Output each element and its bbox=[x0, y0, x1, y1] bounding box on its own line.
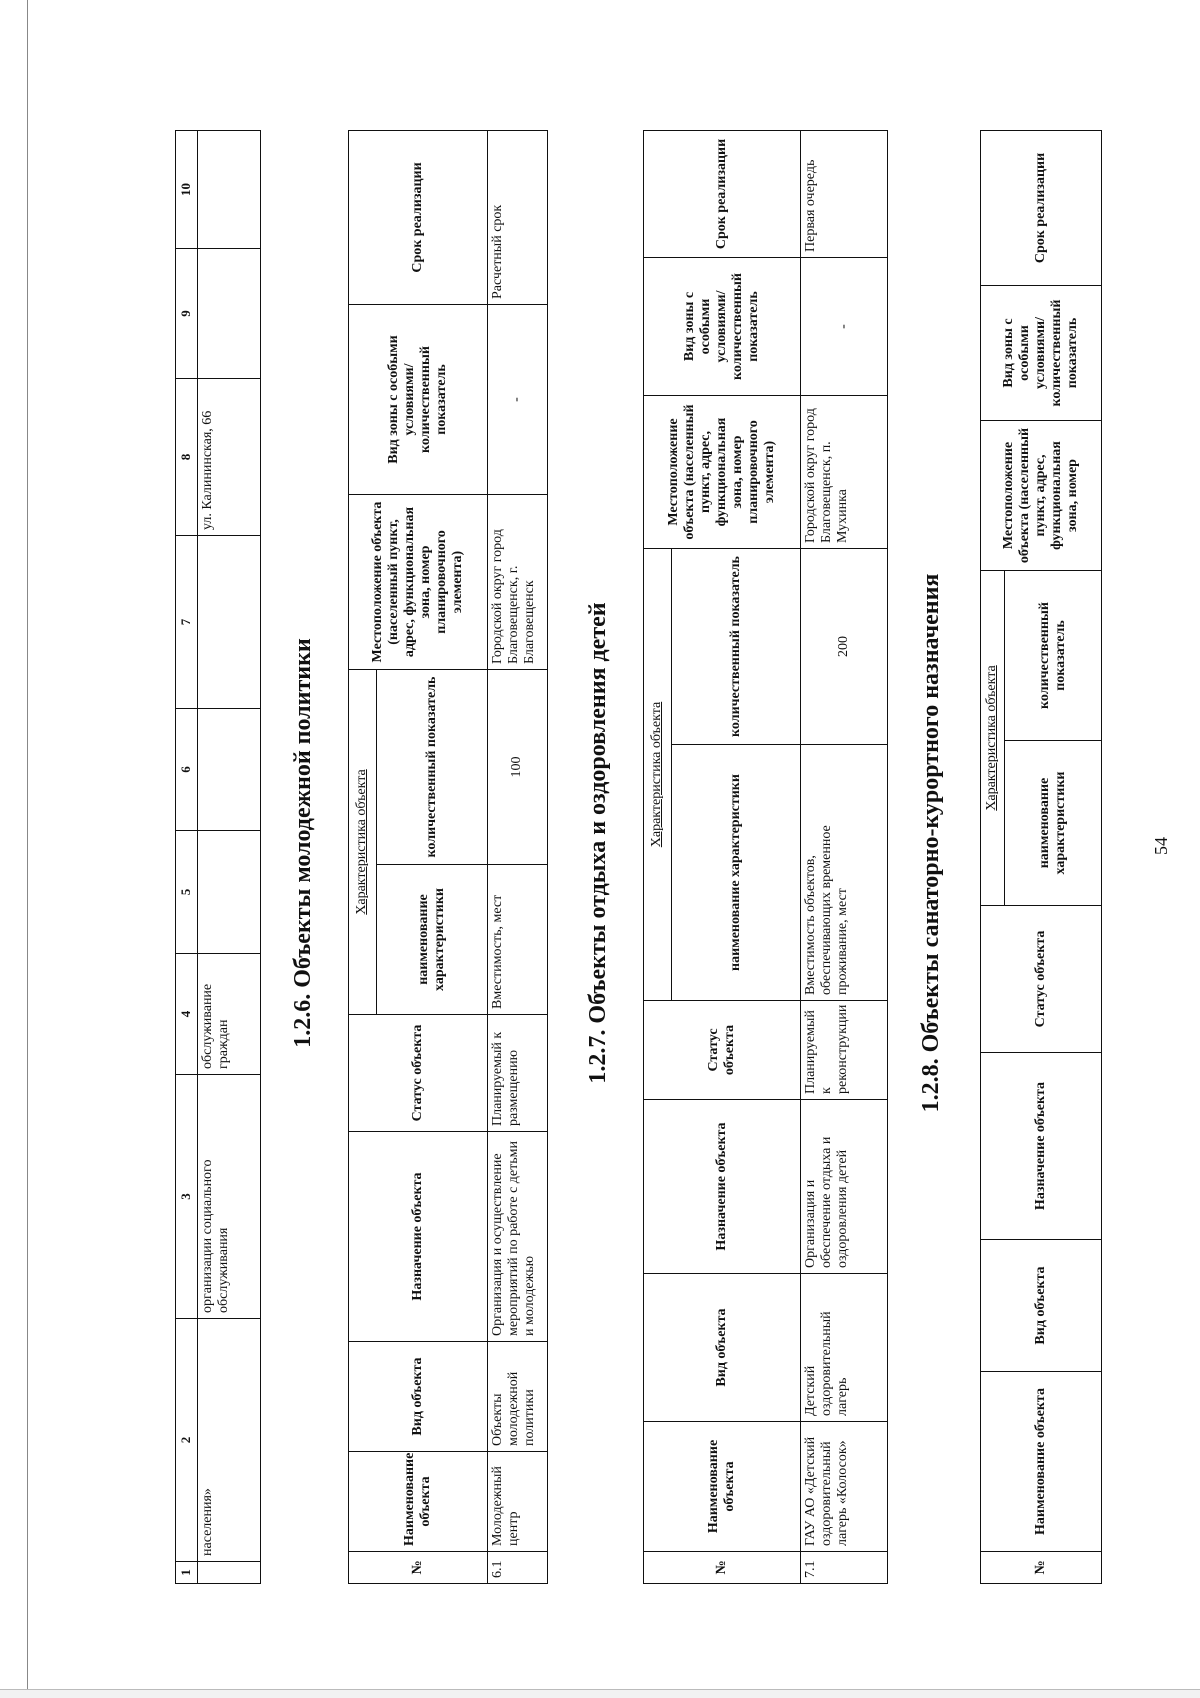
cell-char-qty: 200 bbox=[801, 549, 888, 745]
header-char-name: наименование характеристики bbox=[1005, 741, 1102, 906]
col-number-9: 9 bbox=[176, 249, 198, 379]
header-name: Наименование объекта bbox=[644, 1422, 801, 1552]
section-127-title: 1.2.7. Объекты отдыха и оздоровления детей bbox=[585, 602, 611, 1084]
cell-kind: Объекты молодежной политики bbox=[488, 1342, 548, 1452]
col-number-1: 1 bbox=[176, 1562, 198, 1584]
header-kind: Вид объекта bbox=[644, 1274, 801, 1422]
section-126-title: 1.2.6. Объекты молодежной политики bbox=[290, 638, 316, 1048]
cell bbox=[198, 709, 261, 831]
cell bbox=[198, 249, 261, 379]
header-no: № bbox=[981, 1552, 1102, 1584]
header-char-group-text: Характеристика объекта bbox=[649, 701, 665, 848]
cell bbox=[198, 131, 261, 249]
col-number-4: 4 bbox=[176, 954, 198, 1075]
cell-kind: Детский оздоровительный лагерь bbox=[801, 1274, 888, 1422]
header-zone: Вид зоны с особыми условиями/ количественный показатель bbox=[981, 286, 1102, 421]
header-kind: Вид объекта bbox=[349, 1342, 488, 1452]
col-number-10: 10 bbox=[176, 131, 198, 249]
cell-name: ГАУ АО «Детский оздоровительный лагерь «Колосок» bbox=[801, 1422, 888, 1552]
header-zone: Вид зоны с особыми условиями/ количественный показатель bbox=[349, 305, 488, 495]
header-zone: Вид зоны с особыми условиями/ количественный показатель bbox=[644, 258, 801, 396]
cell-location: Городской округ город Благовещенск, п. Мухинка bbox=[801, 396, 888, 549]
header-location: Местоположение объекта (населенный пункт, адрес, функциональная зона, номер планировочного элемента) bbox=[644, 396, 801, 549]
cell-no: 6.1 bbox=[488, 1552, 548, 1584]
header-char-group bbox=[644, 549, 672, 1001]
header-term: Срок реализации bbox=[981, 131, 1102, 286]
cell-no: 7.1 bbox=[801, 1552, 888, 1584]
header-term: Срок реализации bbox=[644, 131, 801, 258]
header-char-group bbox=[349, 670, 377, 1015]
table-127 bbox=[643, 131, 888, 1584]
header-char-name: наименование характеристики bbox=[672, 745, 801, 1001]
header-no: № bbox=[349, 1552, 488, 1584]
header-status: Статус объекта bbox=[644, 1001, 801, 1100]
header-char-group bbox=[981, 571, 1005, 906]
col-number-8: 8 bbox=[176, 379, 198, 536]
table-row bbox=[198, 131, 261, 1584]
cell-zone: - bbox=[801, 258, 888, 396]
header-location: Местоположение объекта (населенный пункт, адрес, функциональная зона, номер bbox=[981, 421, 1102, 571]
table-row bbox=[488, 131, 548, 1584]
header-name: Наименование объекта bbox=[349, 1452, 488, 1552]
header-term: Срок реализации bbox=[349, 131, 488, 305]
cell: ул. Калининская, 66 bbox=[198, 379, 261, 536]
header-char-qty: количественный показатель bbox=[377, 670, 488, 865]
cell-purpose: Организация и обеспечение отдыха и оздоровления детей bbox=[801, 1100, 888, 1274]
table-128 bbox=[980, 131, 1102, 1584]
header-char-qty: количественный показатель bbox=[1005, 571, 1102, 741]
cell-char-name: Вместимость, мест bbox=[488, 865, 548, 1015]
header-status: Статус объекта bbox=[349, 1015, 488, 1132]
col-number-5: 5 bbox=[176, 831, 198, 954]
cell-purpose: Организация и осуществление мероприятий по работе с детьми и молодежью bbox=[488, 1132, 548, 1342]
cell: обслуживание граждан bbox=[198, 954, 261, 1075]
header-purpose: Назначение объекта bbox=[981, 1053, 1102, 1240]
col-number-3: 3 bbox=[176, 1075, 198, 1319]
table-126 bbox=[348, 131, 548, 1584]
cell-zone: - bbox=[488, 305, 548, 495]
cell-char-qty: 100 bbox=[488, 670, 548, 865]
cell-name: Молодежный центр bbox=[488, 1452, 548, 1552]
cell-status: Планируемый к реконструкции bbox=[801, 1001, 888, 1100]
col-number-6: 6 bbox=[176, 709, 198, 831]
header-status: Статус объекта bbox=[981, 906, 1102, 1053]
cell: населения» bbox=[198, 1319, 261, 1562]
header-name: Наименование объекта bbox=[981, 1372, 1102, 1552]
header-char-group-text: Характеристика объекта bbox=[984, 665, 1000, 811]
header-char-name: наименование характеристики bbox=[377, 865, 488, 1015]
cell bbox=[198, 1562, 261, 1584]
cell bbox=[198, 536, 261, 709]
col-number-7: 7 bbox=[176, 536, 198, 709]
cell-location: Городской округ город Благовещенск, г. Благовещенск bbox=[488, 495, 548, 670]
cell bbox=[198, 831, 261, 954]
continuation-table bbox=[175, 131, 261, 1584]
cell: организации социального обслуживания bbox=[198, 1075, 261, 1319]
header-char-qty: количественный показатель bbox=[672, 549, 801, 745]
cell-char-name: Вместимость объектов, обеспечивающих временное проживание, мест bbox=[801, 745, 888, 1001]
section-128-title: 1.2.8. Объекты санаторно-курортного назначения bbox=[918, 573, 944, 1113]
header-purpose: Назначение объекта bbox=[349, 1132, 488, 1342]
header-purpose: Назначение объекта bbox=[644, 1100, 801, 1274]
table-row bbox=[801, 131, 888, 1584]
col-number-2: 2 bbox=[176, 1319, 198, 1562]
header-location: Местоположение объекта (населенный пункт, адрес, функциональная зона, номер планировочного элемента) bbox=[349, 495, 488, 670]
cell-term: Расчетный срок bbox=[488, 131, 548, 305]
header-char-group-text: Характеристика объекта bbox=[354, 769, 370, 915]
page-number: 54 bbox=[1151, 837, 1171, 855]
header-kind: Вид объекта bbox=[981, 1240, 1102, 1372]
cell-term: Первая очередь bbox=[801, 131, 888, 258]
header-no: № bbox=[644, 1552, 801, 1584]
cell-status: Планируемый к размещению bbox=[488, 1015, 548, 1132]
